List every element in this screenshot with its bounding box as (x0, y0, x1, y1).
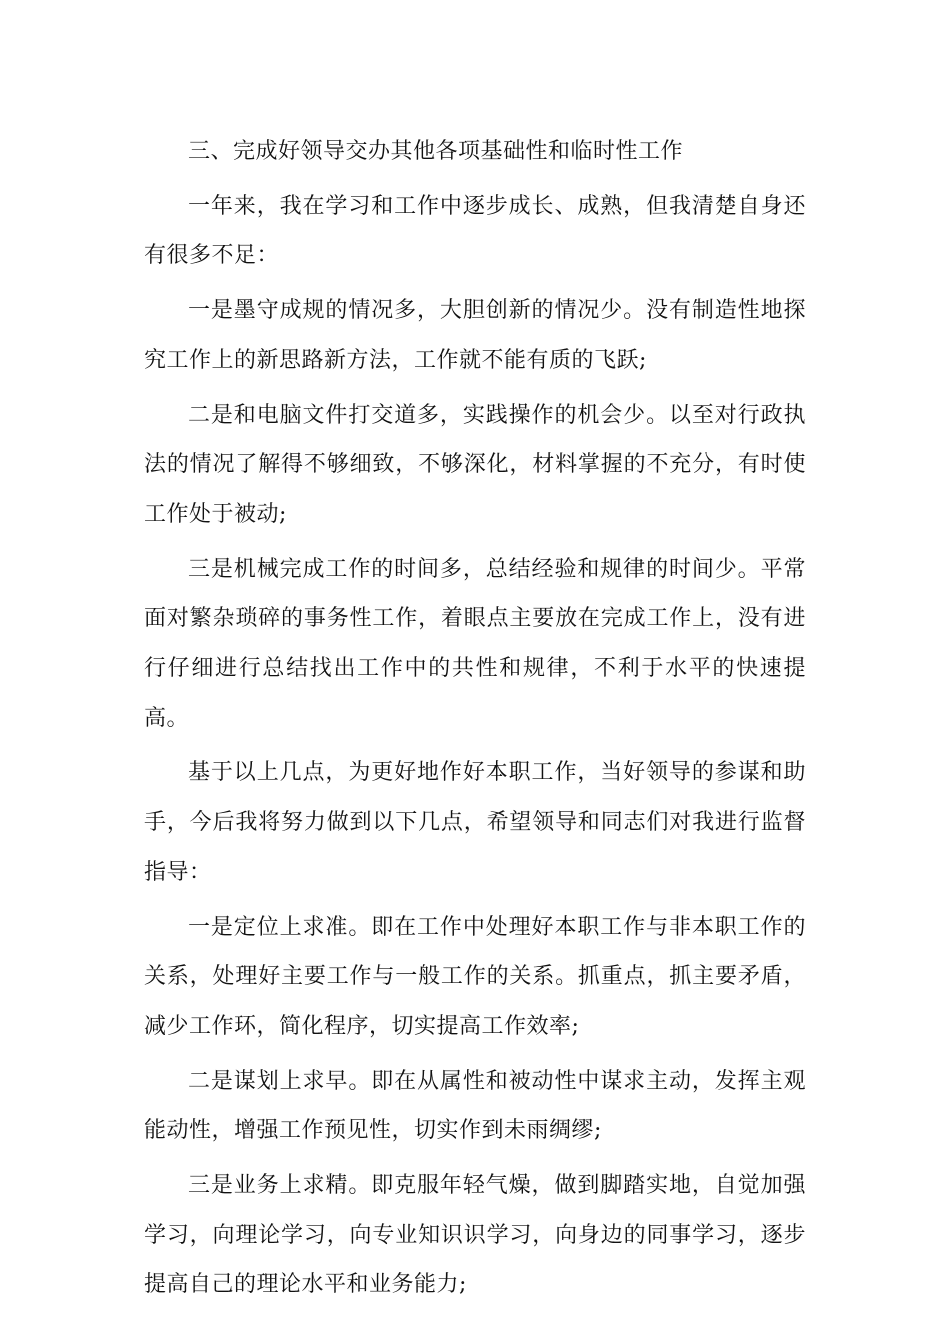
document-body (144, 127, 806, 1315)
paragraph-plan-2: 二是谋划上求早。即在从属性和被动性中谋求主动，发挥主观能动性，增强工作预见性，切实作到未雨绸缪; (144, 1068, 806, 1144)
paragraph-summary: 一年来，我在学习和工作中逐步成长、成熟，但我清楚自身还有很多不足： (144, 193, 806, 269)
section-heading: 三、完成好领导交办其他各项基础性和临时性工作 (188, 139, 684, 164)
paragraph-shortcoming-1: 一是墨守成规的情况多，大胆创新的情况少。没有制造性地探究工作上的新思路新方法，工作就不能有质的飞跃; (144, 298, 806, 373)
paragraph-plan-3: 三是业务上求精。即克服年轻气燥，做到脚踏实地，自觉加强学习，向理论学习，向专业知识识学习，向身边的同事学习，逐步提高自己的理论水平和业务能力; (144, 1173, 806, 1298)
paragraph-shortcoming-2: 二是和电脑文件打交道多，实践操作的机会少。以至对行政执法的情况了解得不够细致，不够深化，材料掌握的不充分，有时使工作处于被动; (144, 402, 806, 527)
paragraph-plan-intro: 基于以上几点，为更好地作好本职工作，当好领导的参谋和助手，今后我将努力做到以下几点，希望领导和同志们对我进行监督指导： (144, 760, 806, 885)
paragraph-plan-1: 一是定位上求准。即在工作中处理好本职工作与非本职工作的关系，处理好主要工作与一般工作的关系。抓重点，抓主要矛盾，减少工作环，简化程序，切实提高工作效率; (144, 914, 806, 1039)
paragraph-shortcoming-3: 三是机械完成工作的时间多，总结经验和规律的时间少。平常面对繁杂琐碎的事务性工作，着眼点主要放在完成工作上，没有进行仔细进行总结找出工作中的共性和规律，不利于水平的快速提高。 (144, 556, 806, 731)
